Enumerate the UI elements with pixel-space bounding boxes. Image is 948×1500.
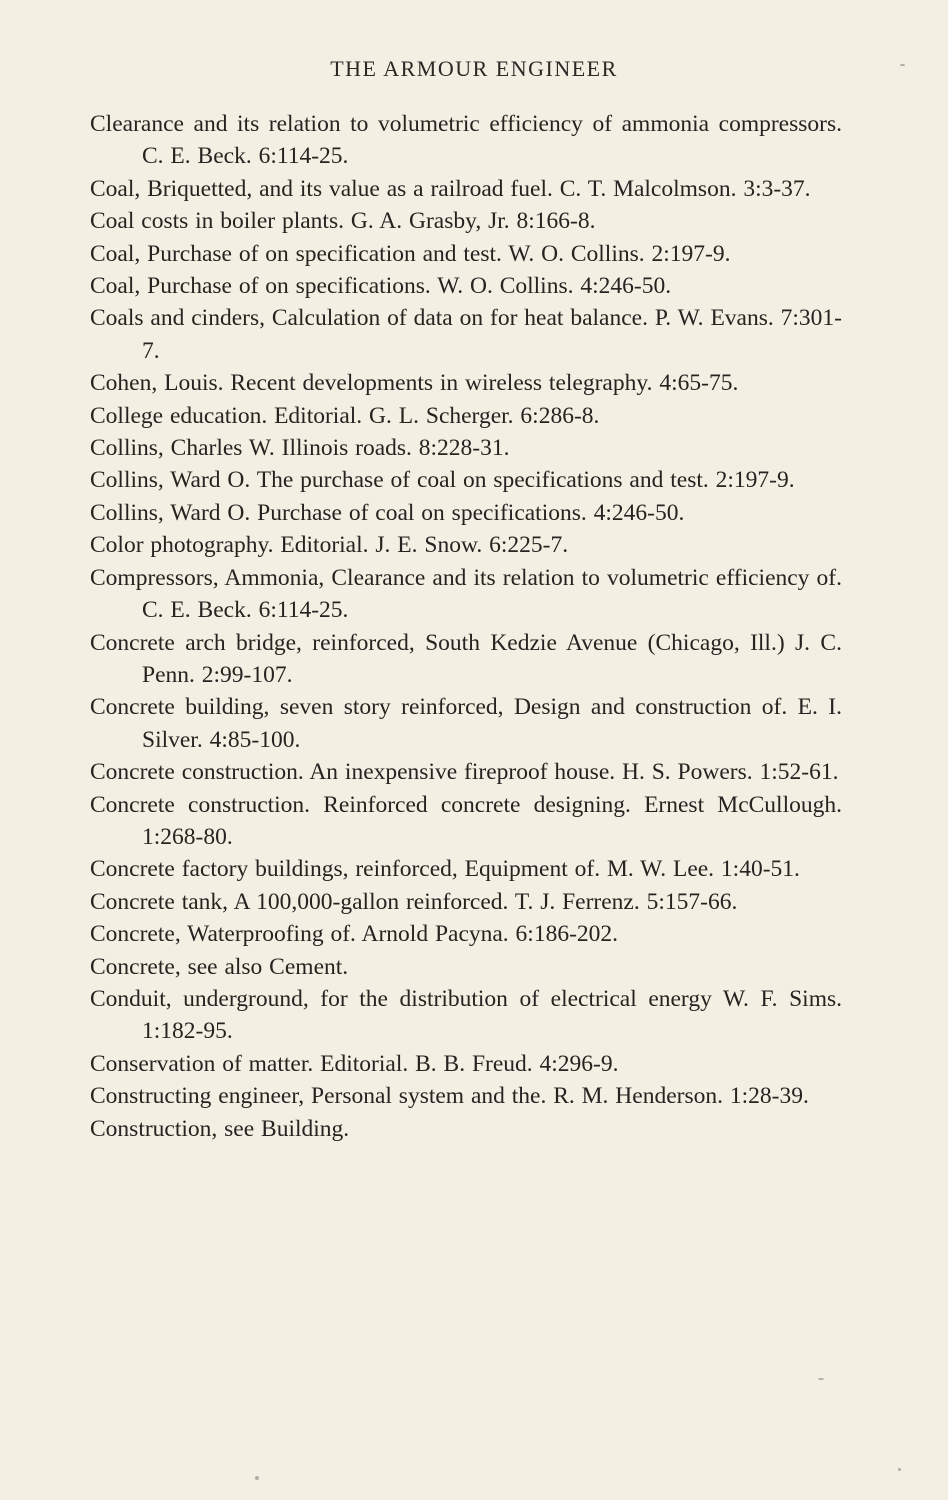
running-head: THE ARMOUR ENGINEER [330, 56, 618, 81]
page-speck [898, 1468, 901, 1471]
index-entry: Coal, Briquetted, and its value as a railroad fuel. C. T. Malcolmson. 3:3-37. [90, 175, 811, 202]
index-entry: Coals and cinders, Calculation of data on for heat balance. P. W. Evans. 7:301-7. [90, 305, 842, 364]
index-entry: Concrete arch bridge, reinforced, South Kedzie Avenue (Chicago, Ill.) J. C. Penn. 2:99-107. [90, 629, 842, 688]
index-entry: Concrete tank, A 100,000-gallon reinforced. T. J. Ferrenz. 5:157-66. [90, 888, 738, 915]
index-entry: Construction, see Building. [90, 1115, 350, 1142]
index-entry: Color photography. Editorial. J. E. Snow. 6:225-7. [90, 532, 569, 559]
index-entry: Coal, Purchase of on specification and test. W. O. Collins. 2:197-9. [90, 240, 731, 267]
index-entry: Concrete construction. An inexpensive fireproof house. H. S. Powers. 1:52-61. [90, 759, 839, 786]
page-speck [255, 1476, 259, 1480]
index-entry: Coal, Purchase of on specifications. W. O. Collins. 4:246-50. [90, 273, 672, 300]
index-entry: Coal costs in boiler plants. G. A. Grasby, Jr. 8:166-8. [90, 208, 596, 235]
index-entry: Compressors, Ammonia, Clearance and its relation to volumetric efficiency of. C. E. Beck. 6:114-25. [90, 564, 842, 624]
index-entry: Concrete construction. Reinforced concrete designing. Ernest McCullough. 1:268-80. [90, 791, 842, 850]
index-entry: Concrete, see also Cement. [90, 953, 349, 980]
index-entry: Concrete building, seven story reinforced, Design and construction of. E. I. Silver. 4:85-100. [90, 694, 842, 753]
index-entry: College education. Editorial. G. L. Scherger. 6:286-8. [90, 402, 600, 429]
page-speck [900, 64, 905, 66]
index-entry: Conservation of matter. Editorial. B. B. Freud. 4:296-9. [90, 1050, 619, 1077]
index-entry: Concrete, Waterproofing of. Arnold Pacyna. 6:186-202. [90, 921, 619, 948]
index-entry: Concrete factory buildings, reinforced, Equipment of. M. W. Lee. 1:40-51. [90, 856, 800, 883]
index-entry: Collins, Ward O. The purchase of coal on specifications and test. 2:197-9. [90, 467, 795, 494]
index-entry: Conduit, underground, for the distribution of electrical energy W. F. Sims. 1:182-95. [90, 985, 842, 1045]
page-speck [818, 1378, 824, 1380]
index-entry: Collins, Charles W. Illinois roads. 8:228-31. [90, 435, 510, 462]
index-entry: Constructing engineer, Personal system and the. R. M. Henderson. 1:28-39. [90, 1083, 809, 1110]
index-entry: Cohen, Louis. Recent developments in wireless telegraphy. 4:65-75. [90, 370, 739, 397]
index-entries [90, 108, 842, 1145]
index-entry: Clearance and its relation to volumetric efficiency of ammonia compressors. C. E. Beck. 6:114-25. [90, 111, 842, 170]
index-entry: Collins, Ward O. Purchase of coal on specifications. 4:246-50. [90, 499, 685, 526]
